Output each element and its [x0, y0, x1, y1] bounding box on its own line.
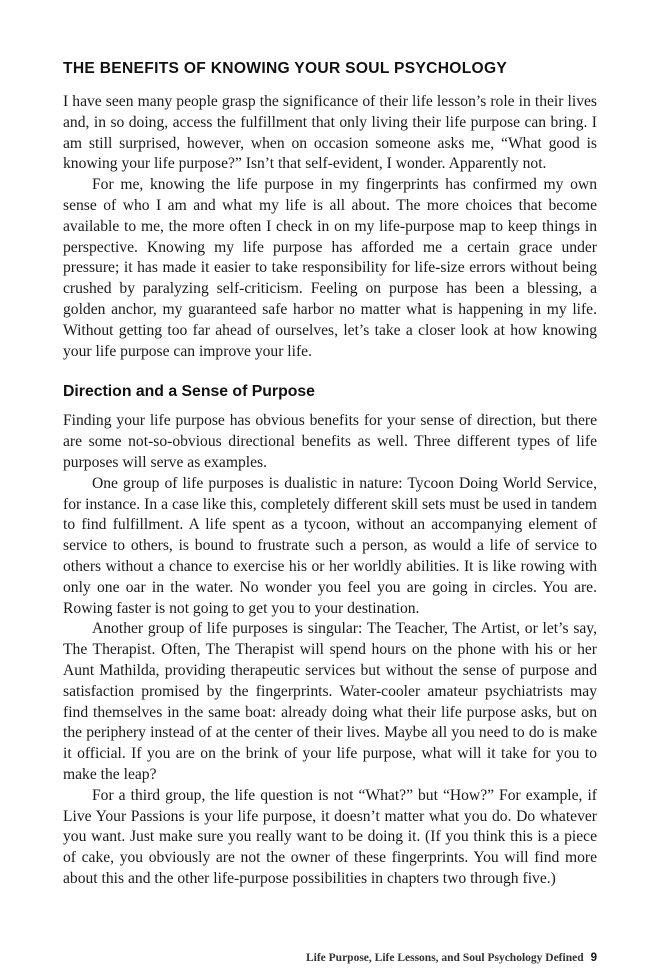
- subsection-heading: Direction and a Sense of Purpose: [63, 383, 315, 401]
- section-heading: THE BENEFITS OF KNOWING YOUR SOUL PSYCHOLOGY: [63, 60, 508, 77]
- body-paragraph: I have seen many people grasp the significance of their life lesson’s role in their lives and, in so doing, access the fulfillment that only living their life purpose can bring. I am still surprised, however, when on occasion someone asks me, “What good is knowing your life purpose?” Isn’t that self-evident, I wonder. Apparently not.: [63, 93, 597, 173]
- page-body: [63, 56, 597, 890]
- body-paragraph: Finding your life purpose has obvious benefits for your sense of direction, but there are some not-so-obvious directional benefits as well. Three different types of life purposes will serve as examples.: [63, 412, 597, 471]
- body-paragraph: Another group of life purposes is singular: The Teacher, The Artist, or let’s say, The Therapist. Often, The Therapist will spend hours on the phone with his or her Aunt Mathilda, providing therapeutic services but without the sense of purpose and satisfaction promised by the fingerprints. Water-cooler amateur psychiatrists may find themselves in the same boat: already doing what their life purpose asks, but on the periphery instead of at the center of their lives. Maybe all you need to do is make it official. If you are on the brink of your life purpose, what will it take for you to make the leap?: [63, 620, 597, 783]
- page-number: 9: [590, 952, 597, 964]
- page-footer: [306, 952, 597, 964]
- body-paragraph: For a third group, the life question is not “What?” but “How?” For example, if Live Your Passions is your life purpose, it doesn’t matter what you do. Do whatever you want. Just make sure you really want to be doing it. (If you think this is a piece of cake, you obviously are not the owner of these fingerprints. You will find more about this and the other life-purpose possibilities in chapters two through five.): [63, 786, 597, 887]
- body-paragraph: For me, knowing the life purpose in my fingerprints has confirmed my own sense of who I am and what my life is all about. The more choices that become available to me, the more often I check in on my life-purpose map to keep things in perspective. Knowing my life purpose has afforded me a certain grace under pressure; it has made it easier to take responsibility for life-size errors without being crushed by paralyzing self-criticism. Feeling on purpose has been a blessing, a golden anchor, my guaranteed safe harbor no matter what is happening in my life. Without getting too far ahead of ourselves, let’s take a closer look at how knowing your life purpose can improve your life.: [63, 176, 597, 360]
- running-title: Life Purpose, Life Lessons, and Soul Psychology Defined: [305, 952, 584, 964]
- body-paragraph: One group of life purposes is dualistic in nature: Tycoon Doing World Service, for instance. In a case like this, completely different skill sets must be used in tandem to find fulfillment. A life spent as a tycoon, without an accompanying element of service to others, is bound to frustrate such a person, as would a life of service to others without a chance to exercise his or her worldly abilities. It is like rowing with only one oar in the water. No wonder you feel you are going in circles. You are. Rowing faster is not going to get you to your destination.: [63, 474, 597, 617]
